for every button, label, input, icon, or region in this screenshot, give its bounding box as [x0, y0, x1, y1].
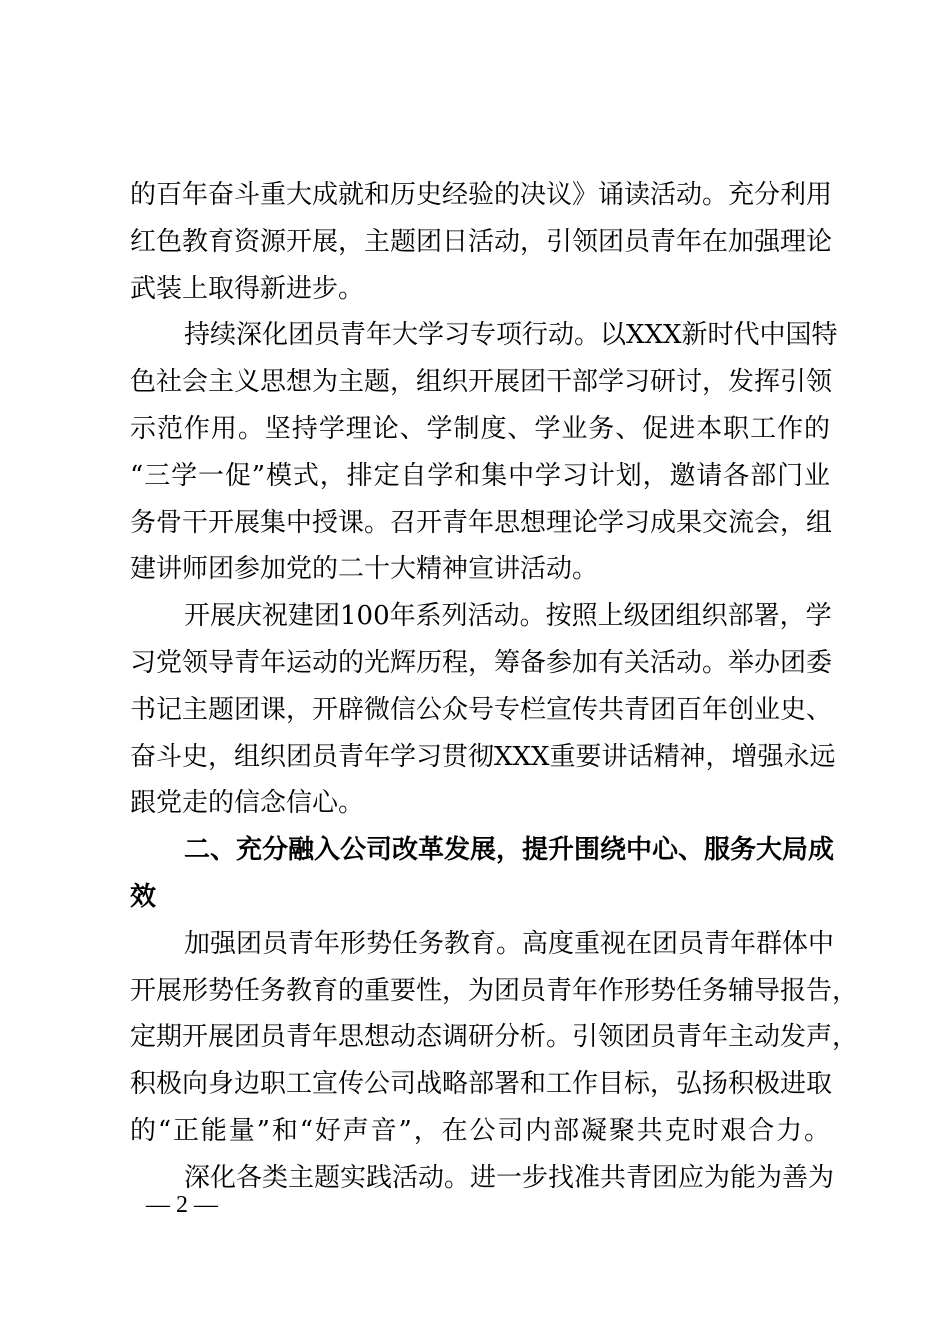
text-line: 持续深化团员青年大学习专项行动。以XXX新时代中国特	[184, 320, 838, 351]
text-line: 务骨干开展集中授课。召开青年思想理论学习成果交流会，组	[130, 507, 833, 538]
paragraph	[130, 921, 859, 1155]
text-line: 的百年奋斗重大成就和历史经验的决议》诵读活动。充分利用	[130, 180, 833, 210]
text-line: “三学一促”模式，排定自学和集中学习计划，邀请各部门业	[130, 460, 830, 491]
paragraph	[130, 593, 836, 827]
text-line: 奋斗史，组织团员青年学习贯彻XXX重要讲话精神，增强永远	[130, 741, 836, 772]
heading-line: 效	[130, 881, 157, 912]
text-line: 深化各类主题实践活动。进一步找准共青团应为能为善为	[184, 1162, 835, 1193]
text-line: 积极向身边职工宣传公司战略部署和工作目标，弘扬积极进取	[130, 1069, 833, 1100]
paragraph	[130, 1155, 835, 1202]
paragraph	[130, 172, 833, 312]
text-line: 开展庆祝建团100年系列活动。按照上级团组织部署，学	[184, 601, 832, 632]
text-line: 习党领导青年运动的光辉历程，筹备参加有关活动。举办团委	[130, 647, 833, 678]
text-line: 跟党走的信念信心。	[130, 788, 365, 819]
text-line: 武装上取得新进步。	[130, 273, 365, 304]
heading-line: 二、充分融入公司改革发展，提升围绕中心、服务大局成	[184, 835, 835, 866]
text-line: 定期开展团员青年思想动态调研分析。引领团员青年主动发声，	[130, 1022, 859, 1053]
paragraph	[130, 312, 838, 593]
document-body	[130, 172, 859, 1202]
text-line: 示范作用。坚持学理论、学制度、学业务、促进本职工作的	[130, 413, 830, 444]
text-line: 加强团员青年形势任务教育。高度重视在团员青年群体中	[184, 928, 835, 959]
text-line: 开展形势任务教育的重要性，为团员青年作形势任务辅导报告，	[130, 975, 859, 1006]
text-line: 红色教育资源开展，主题团日活动，引领团员青年在加强理论	[130, 226, 833, 257]
text-line: 书记主题团课，开辟微信公众号专栏宣传共青团百年创业史、	[130, 694, 833, 725]
text-line: 色社会主义思想为主题，组织开展团干部学习研讨，发挥引领	[130, 367, 833, 398]
text-line: 的“正能量”和“好声音”，在公司内部凝聚共克时艰合力。	[130, 1115, 830, 1146]
text-line: 建讲师团参加党的二十大精神宣讲活动。	[130, 554, 599, 585]
page-number: — 2 —	[146, 1192, 218, 1218]
section-heading	[130, 827, 835, 921]
